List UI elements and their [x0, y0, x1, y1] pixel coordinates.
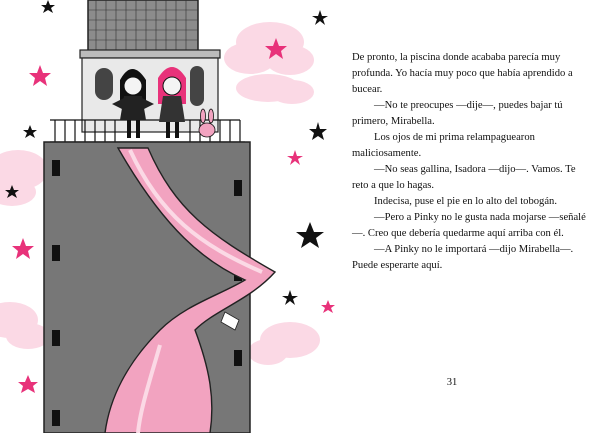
star-icon	[282, 290, 298, 305]
paragraph: —No seas gallina, Isadora —dijo—. Vamos. Te reto a que lo hagas.	[352, 164, 576, 191]
star-icon	[23, 125, 37, 138]
star-icon	[18, 375, 38, 393]
paragraph: De pronto, la piscina donde acababa parecía muy profunda. Yo hacía muy poco que había aprendido a bucear.	[352, 52, 573, 95]
star-icon	[287, 150, 303, 165]
page-number: 31	[446, 377, 458, 388]
paragraph: —No te preocupes —dije—, puedes bajar tú primero, Mirabella.	[352, 100, 563, 127]
tower-spire	[80, 0, 220, 58]
story-text	[352, 50, 590, 274]
star-icon	[296, 222, 324, 248]
paragraph: —Pero a Pinky no le gusta nada mojarse —señalé—. Creo que debería quedarme aquí arriba con él.	[352, 212, 586, 239]
star-icon	[321, 300, 335, 313]
tower-top-room	[82, 58, 218, 132]
star-icon	[41, 0, 55, 13]
paragraph: Los ojos de mi prima relampaguearon maliciosamente.	[352, 132, 535, 159]
star-icon	[12, 238, 34, 259]
paragraph: Indecisa, puse el pie en lo alto del tobogán.	[374, 196, 557, 207]
star-icon	[29, 65, 51, 86]
star-icon	[312, 10, 328, 25]
star-icon	[309, 122, 327, 140]
paragraph: —A Pinky no le importará —dijo Mirabella—. Puede esperarte aquí.	[352, 244, 574, 271]
